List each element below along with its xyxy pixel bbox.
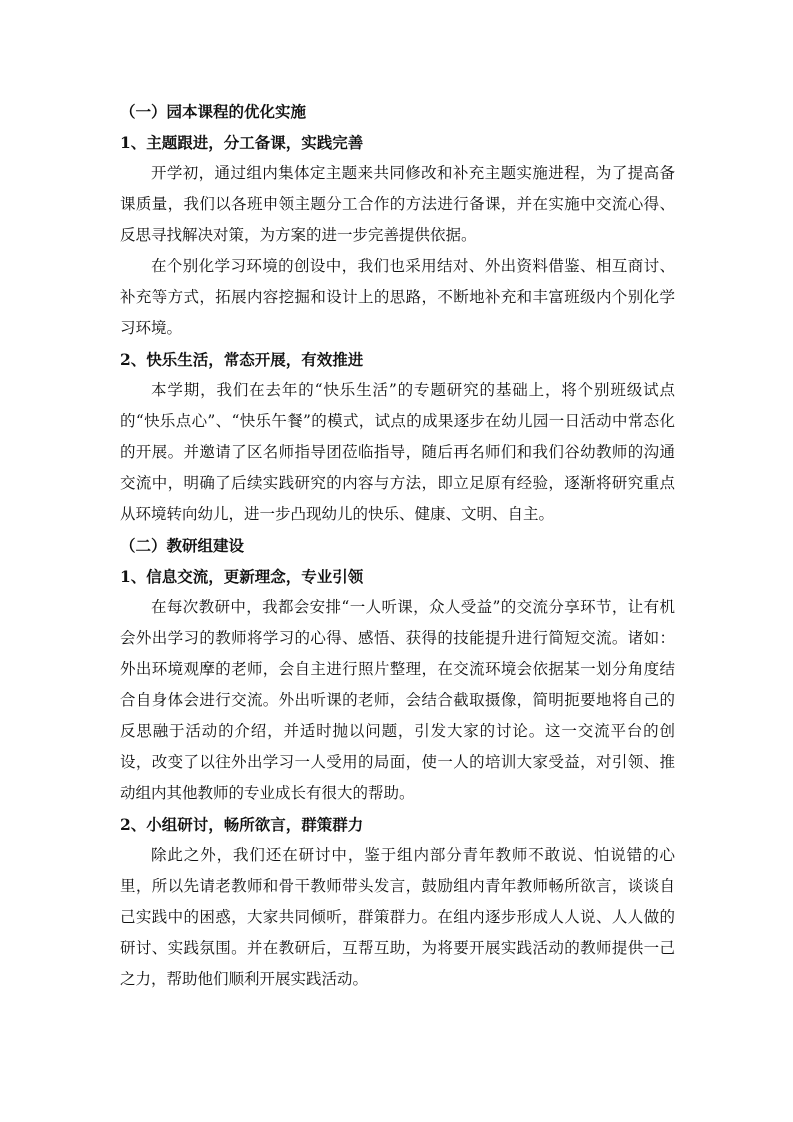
- paragraph: 开学初，通过组内集体定主题来共同修改和补充主题实施进程，为了提高备课质量，我们以各班申领主题分工合作的方法进行备课，并在实施中交流心得、反思寻找解决对策，为方案的进一步完善提供依据。: [120, 164, 675, 244]
- subsection-heading: 1、信息交流，更新理念，专业引领: [120, 567, 364, 586]
- paragraph: 在个别化学习环境的创设中，我们也采用结对、外出资料借鉴、相互商讨、补充等方式，拓展内容挖掘和设计上的思路，不断地补充和丰富班级内个别化学习环境。: [120, 257, 675, 337]
- section-title: （二）教研组建设: [120, 536, 245, 555]
- document-page: [120, 96, 675, 995]
- subsection-heading: 1、主题跟进，分工备课，实践完善: [120, 133, 364, 152]
- paragraph: 除此之外，我们还在研讨中，鉴于组内部分青年教师不敢说、怕说错的心里，所以先请老教师和骨干教师带头发言，鼓励组内青年教师畅所欲言，谈谈自己实践中的困惑，大家共同倾听，群策群力。在组内逐步形成人人说、人人做的研讨、实践氛围。并在教研后，互帮互助，为将要开展实践活动的教师提供一己之力，帮助他们顺利开展实践活动。: [120, 846, 675, 988]
- paragraph: 本学期，我们在去年的“快乐生活”的专题研究的基础上，将个别班级试点的“快乐点心”、“快乐午餐”的模式，试点的成果逐步在幼儿园一日活动中常态化的开展。并邀请了区名师指导团莅临指导，随后再名师们和我们谷幼教师的沟通交流中，明确了后续实践研究的内容与方法，即立足原有经验，逐渐将研究重点从环境转向幼儿，进一步凸现幼儿的快乐、健康、文明、自主。: [120, 381, 675, 523]
- paragraph: 在每次教研中，我都会安排“一人听课，众人受益”的交流分享环节，让有机会外出学习的教师将学习的心得、感悟、获得的技能提升进行简短交流。诸如：外出环境观摩的老师，会自主进行照片整理，在交流环境会依据某一划分角度结合自身体会进行交流。外出听课的老师，会结合截取摄像，简明扼要地将自己的反思融于活动的介绍，并适时抛以问题，引发大家的讨论。这一交流平台的创设，改变了以往外出学习一人受用的局面，使一人的培训大家受益，对引领、推动组内其他教师的专业成长有很大的帮助。: [120, 598, 675, 802]
- subsection-heading: 2、快乐生活，常态开展，有效推进: [120, 350, 364, 369]
- subsection-heading: 2、小组研讨，畅所欲言，群策群力: [120, 815, 364, 834]
- section-title: （一）园本课程的优化实施: [120, 102, 307, 121]
